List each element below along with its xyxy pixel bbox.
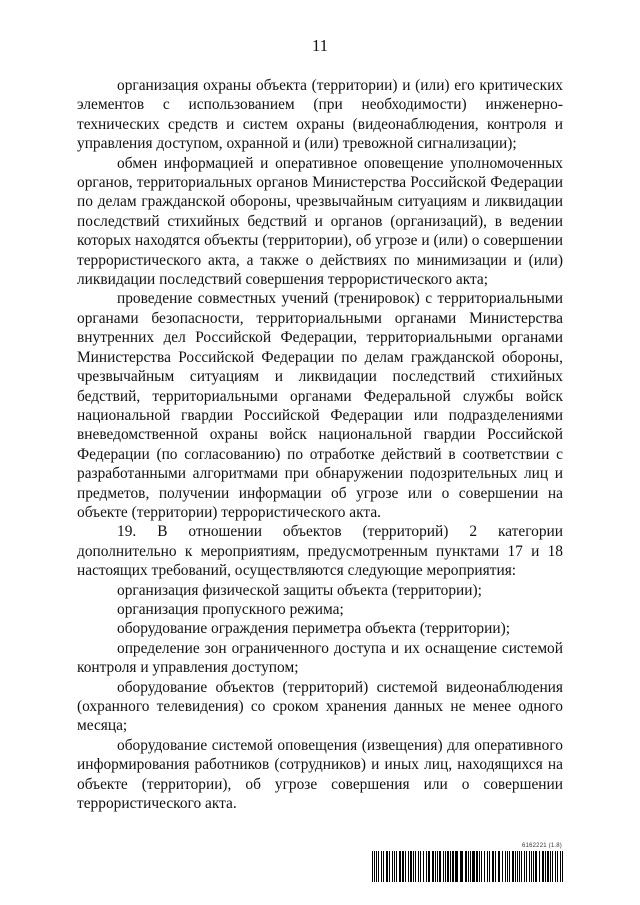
paragraph: организация пропускного режима; (117, 600, 344, 618)
paragraph: оборудование ограждения периметра объекта (территории); (117, 620, 510, 638)
paragraph: оборудование системой оповещения (извещения) для оперативного информирования работников (сотрудников) и иных лиц, находящихся на объекте (территории), об угрозе совершения или о совершении террористического акта. (77, 736, 563, 813)
paragraph: оборудование объектов (территорий) системой видеонаблюдения (охранного телевидения) со сроком хранения данных не менее одного месяца; (77, 678, 563, 735)
paragraph: 19. В отношении объектов (территорий) 2 категории дополнительно к мероприятиям, предусмотренным пунктами 17 и 18 настоящих требований, осуществляются следующие мероприятия: (77, 523, 563, 580)
page-number: 11 (311, 36, 329, 55)
paragraph: проведение совместных учений (тренировок) с территориальными органами безопасности, территориальными органами Министерства внутренних дел Российской Федерации, территориальными органами Министерства Российской Федерации по делам гражданской обороны, чрезвычайным ситуациям и ликвидации последствий стихийных бедствий, территориальными органами Федеральной службы войск национальной гвардии Российской Федерации или подразделениями вневедомственной охраны войск национальной гвардии Российской Федерации (по согласованию) по отработке действий в соответствии с разработанными алгоритмами при обнаружении подозрительных лиц и предметов, получении информации об угрозе или о совершении на объекте (территории) террористического акта. (77, 290, 563, 521)
paragraph: определение зон ограниченного доступа и их оснащение системой контроля и управления доступом; (77, 639, 563, 677)
paragraph: организация физической защиты объекта (территории); (117, 581, 482, 599)
paragraph: организация охраны объекта (территории) и (или) его критических элементов с использованием (при необходимости) инженерно-технических средств и систем охраны (видеонаблюдения, контроля и управления доступом, охранной и (или) тревожной сигнализации); (77, 77, 563, 153)
document-body (77, 76, 563, 813)
paragraph: обмен информацией и оперативное оповещение уполномоченных органов, территориальных органов Министерства Российской Федерации по делам гражданской обороны, чрезвычайным ситуациям и ликвидации последствий стихийных бедствий и органов (организаций), в ведении которых находятся объекты (территории), об угрозе и (или) о совершении террористического акта, а также о действиях по минимизации и (или) ликвидации последствий совершения террористического акта; (77, 154, 563, 289)
barcode-icon (372, 851, 563, 882)
document-code: 6162221 (1.8) (522, 843, 562, 849)
